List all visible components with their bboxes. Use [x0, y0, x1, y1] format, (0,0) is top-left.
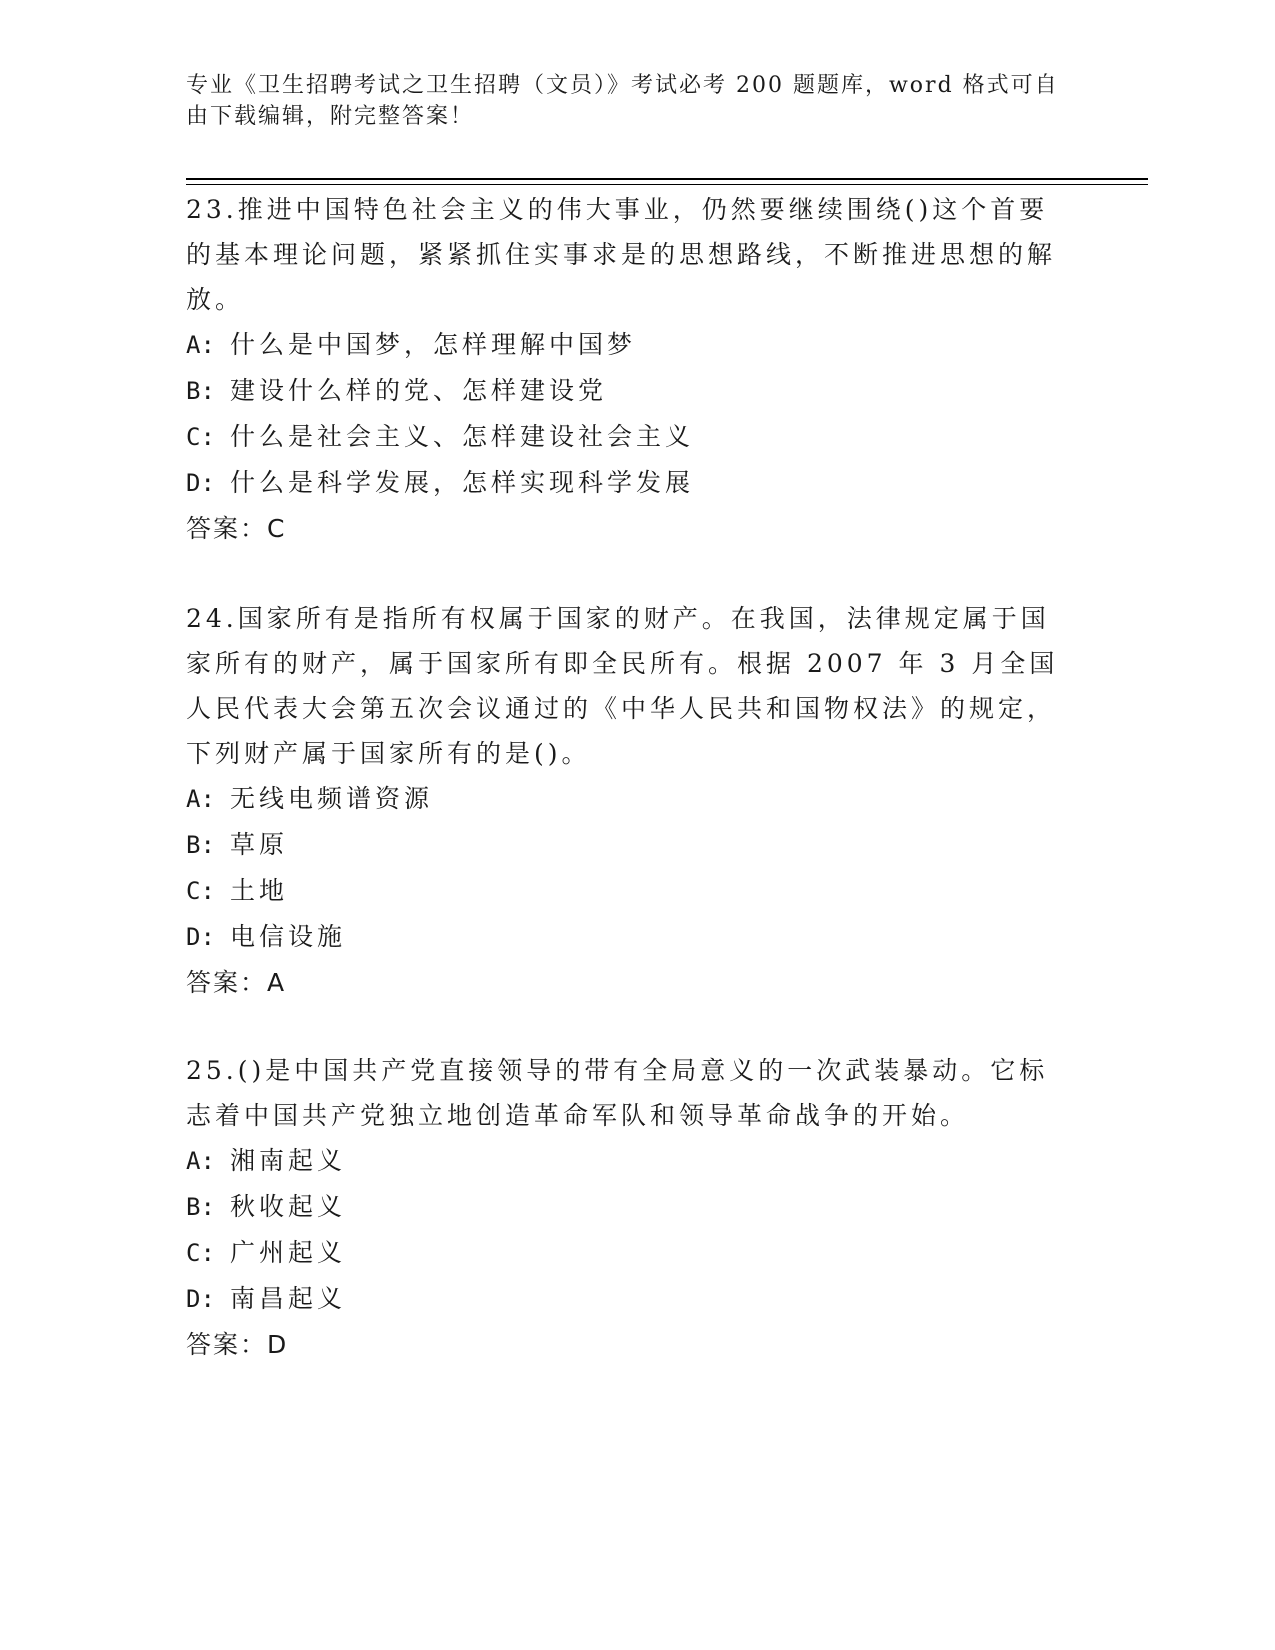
option-text: 草原 [230, 830, 289, 859]
option-c [186, 414, 1066, 460]
answer: 答案：A [186, 968, 287, 997]
option-key: D: [186, 469, 215, 497]
answer: 答案：C [186, 514, 287, 543]
option-key: D: [186, 1285, 215, 1313]
option-key: A: [186, 785, 215, 813]
question-stem: 25.()是中国共产党直接领导的带有全局意义的一次武装暴动。它标志着中国共产党独立地创造革命军队和领导革命战争的开始。 [186, 1056, 1049, 1130]
option-a [186, 1138, 1066, 1184]
option-key: B: [186, 1193, 215, 1221]
option-c [186, 1230, 1066, 1276]
option-text: 秋收起义 [230, 1192, 347, 1221]
option-a [186, 776, 1066, 822]
option-text: 广州起义 [230, 1238, 347, 1267]
option-text: 什么是科学发展，怎样实现科学发展 [230, 468, 695, 497]
option-key: A: [186, 331, 215, 359]
option-d [186, 460, 1066, 506]
option-text: 什么是社会主义、怎样建设社会主义 [230, 422, 695, 451]
question-23 [186, 187, 1066, 551]
option-c [186, 868, 1066, 914]
option-text: 湘南起义 [230, 1146, 347, 1175]
option-key: B: [186, 377, 215, 405]
option-a [186, 322, 1066, 368]
option-b [186, 368, 1066, 414]
option-d [186, 1276, 1066, 1322]
question-24 [186, 596, 1066, 1005]
document-header: 专业《卫生招聘考试之卫生招聘（文员）》考试必考 200 题题库，word 格式可自由下载编辑，附完整答案！ [186, 73, 1059, 129]
option-key: D: [186, 923, 215, 951]
header-divider-thick [186, 178, 1148, 180]
option-key: A: [186, 1147, 215, 1175]
option-text: 无线电频谱资源 [230, 784, 434, 813]
option-b [186, 822, 1066, 868]
option-d [186, 914, 1066, 960]
option-text: 建设什么样的党、怎样建设党 [230, 376, 608, 405]
option-text: 土地 [230, 876, 289, 905]
option-key: C: [186, 423, 215, 451]
option-text: 南昌起义 [230, 1284, 347, 1313]
question-stem: 23.推进中国特色社会主义的伟大事业，仍然要继续围绕()这个首要的基本理论问题，紧紧抓住实事求是的思想路线，不断推进思想的解放。 [186, 195, 1057, 314]
option-key: C: [186, 1239, 215, 1267]
header-divider-thin [186, 184, 1148, 185]
question-25 [186, 1048, 1066, 1367]
option-key: C: [186, 877, 215, 905]
option-key: B: [186, 831, 215, 859]
option-text: 什么是中国梦，怎样理解中国梦 [230, 330, 637, 359]
option-b [186, 1184, 1066, 1230]
question-stem: 24.国家所有是指所有权属于国家的财产。在我国，法律规定属于国家所有的财产，属于国家所有即全民所有。根据 2007 年 3 月全国人民代表大会第五次会议通过的《中华人民共和国物权法》的规定，下列财产属于国家所有的是()。 [186, 604, 1059, 768]
answer: 答案：D [186, 1330, 289, 1359]
option-text: 电信设施 [230, 922, 347, 951]
